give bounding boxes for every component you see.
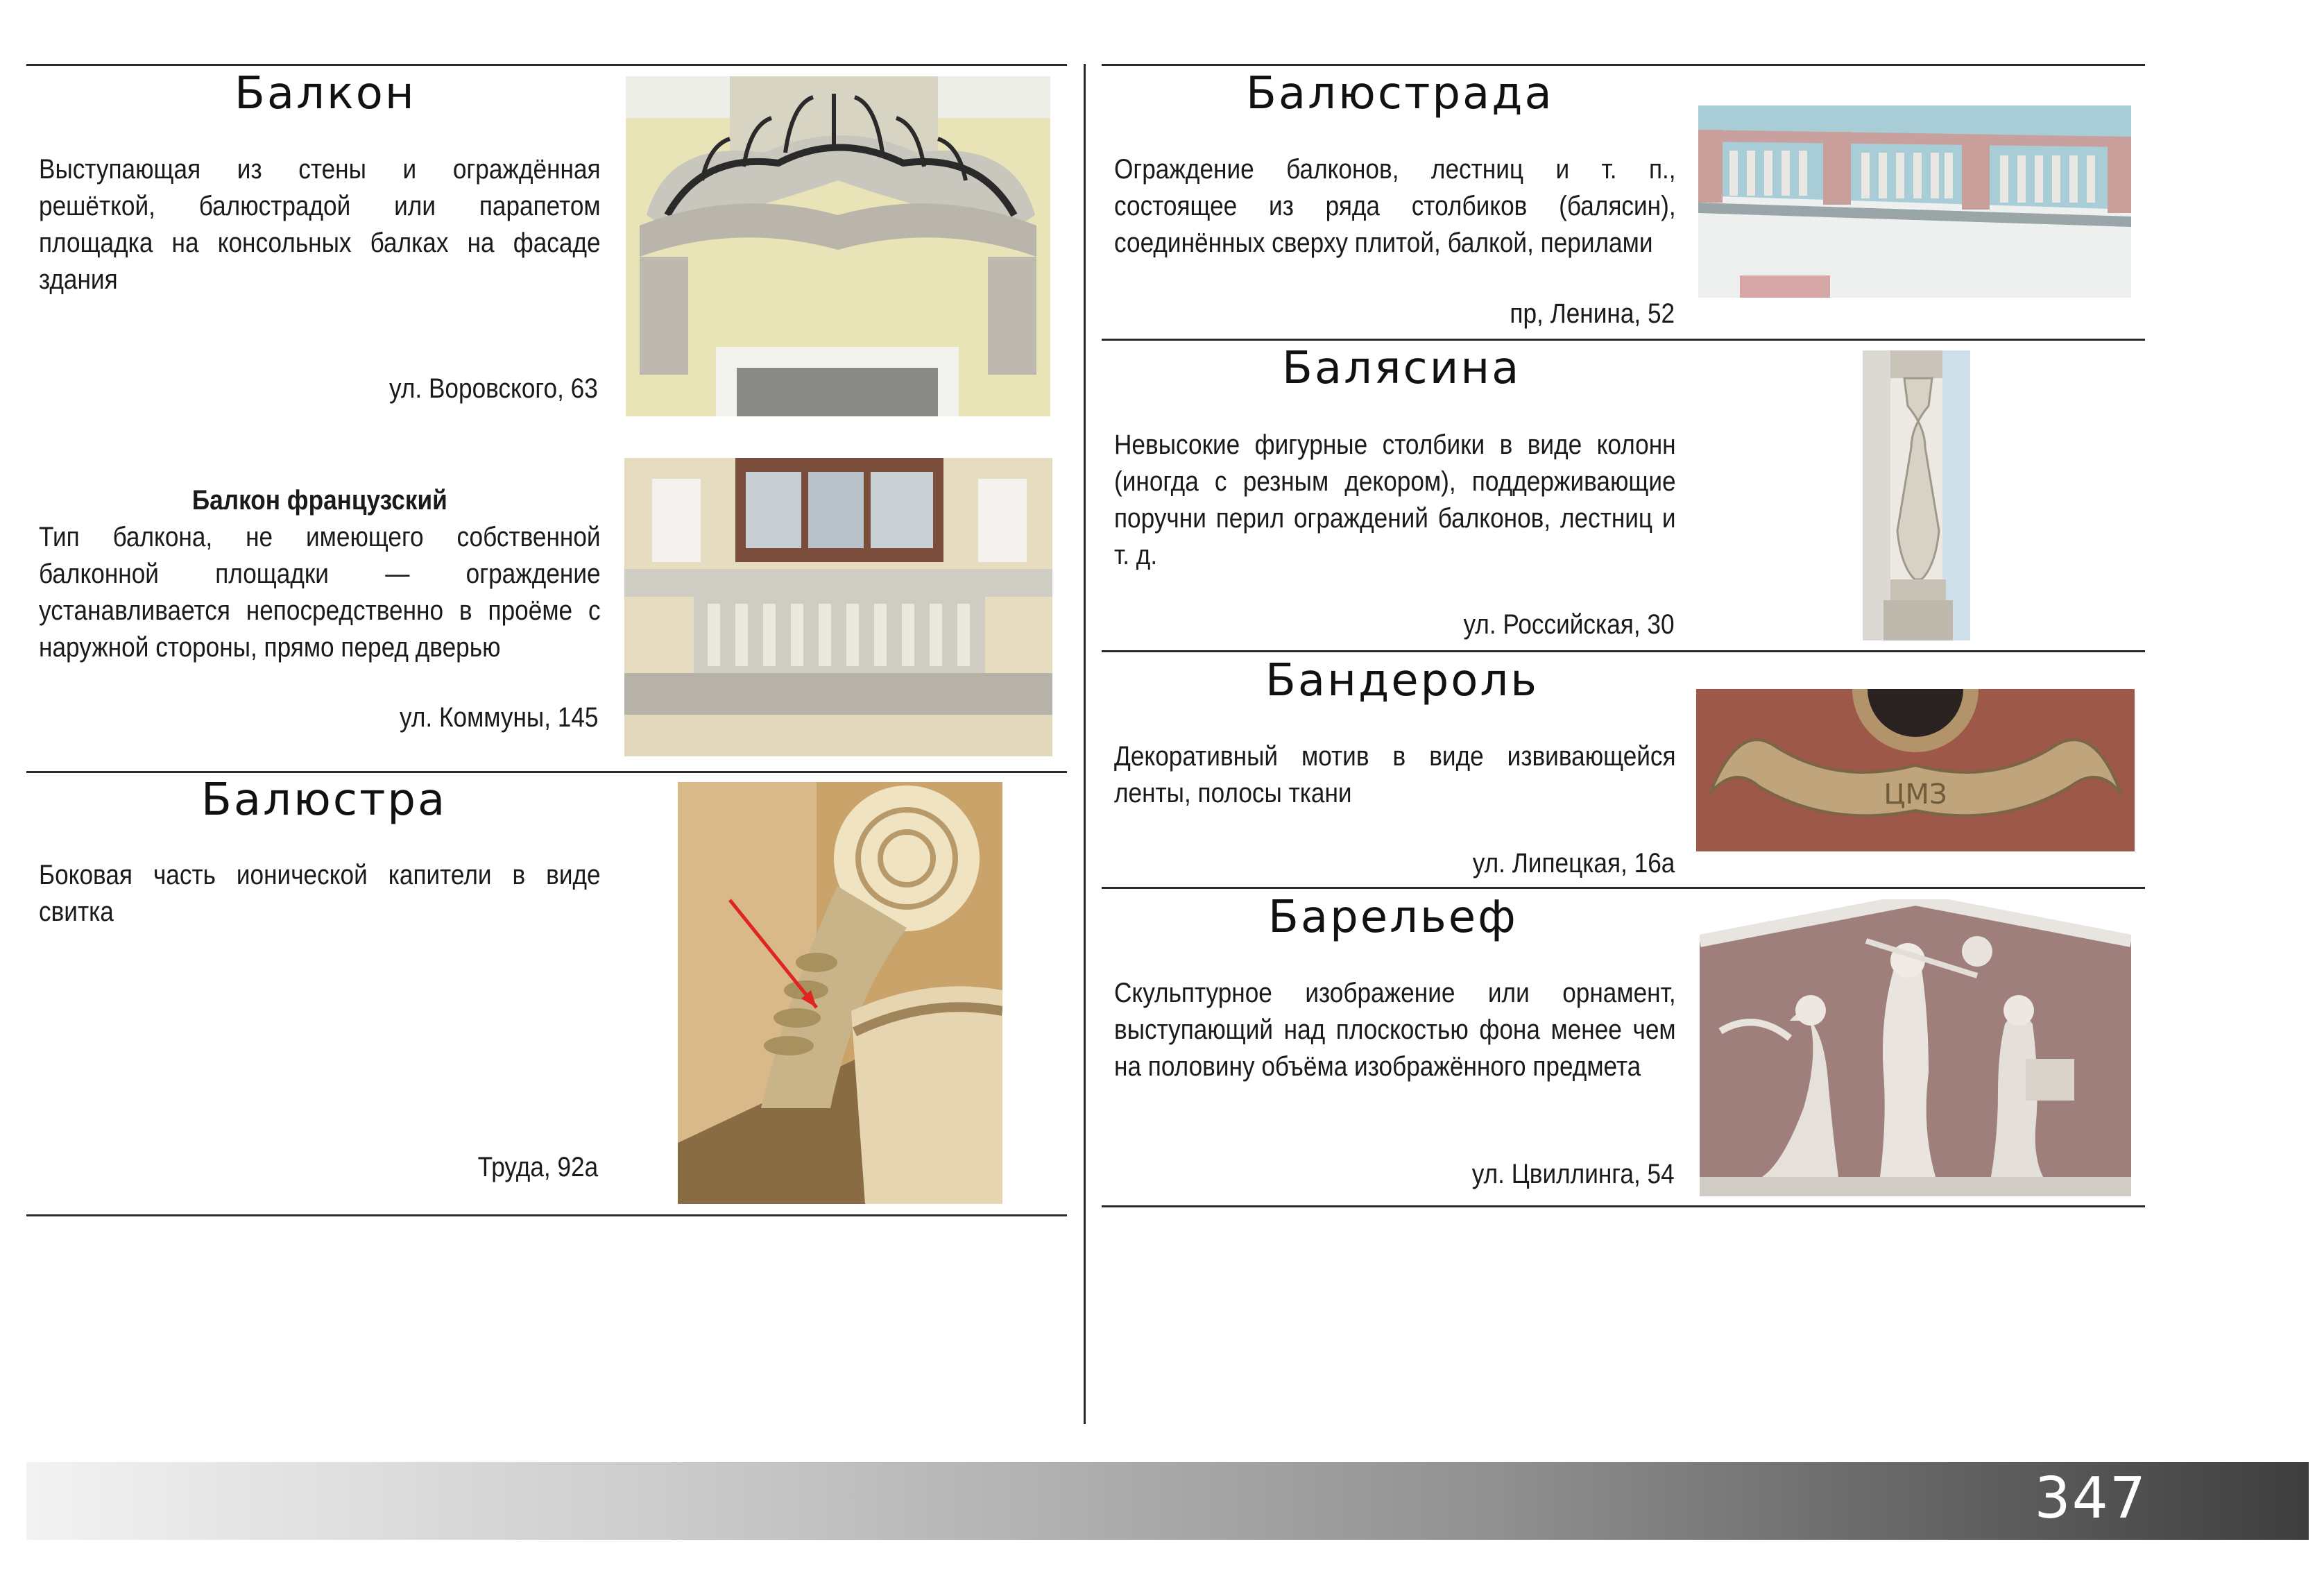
entry-address: ул. Цвиллинга, 54 — [1472, 1159, 1675, 1189]
entry-description-text: Тип балкона, не имеющего собственной балконной площадки — ограждение устанавливается непосредственно в проёме с наружной стороны, прямо перед дверью — [39, 522, 601, 663]
page-number: 347 — [2034, 1466, 2147, 1531]
ionic-capital-photo — [678, 782, 1002, 1204]
footer-gradient-bar — [26, 1462, 2309, 1540]
entry-address: ул. Воровского, 63 — [389, 373, 598, 404]
rule-right-3 — [1102, 887, 2145, 889]
entry-address: ул. Липецкая, 16а — [1472, 848, 1675, 878]
top-rule-right — [1102, 64, 2145, 66]
entry-title: Балюстра — [201, 774, 447, 826]
entry-description: Невысокие фигурные столбики в виде колонн (иногда с резным декором), поддерживающие поручни перил ограждений балконов, лестниц и т. д. — [1114, 430, 1676, 570]
entry-title: Барельеф — [1268, 892, 1518, 943]
balustrade-photo — [1698, 105, 2131, 298]
rule-left-bottom — [26, 1214, 1067, 1216]
entry-description: Боковая часть ионической капители в виде свитка — [39, 860, 601, 927]
entry-address: пр, Ленина, 52 — [1510, 298, 1675, 329]
banderol-lettering: ЦМЗ — [1883, 779, 1947, 810]
entry-title: Бандероль — [1265, 655, 1539, 706]
top-rule-left — [26, 64, 1067, 66]
entry-address: Труда, 92а — [477, 1152, 598, 1182]
french-balcony-photo — [624, 458, 1052, 756]
entry-title: Балкон — [234, 68, 416, 119]
entry-description: Скульптурное изображение или орнамент, выступающий над плоскостью фона менее чем на половину объёма изображённого предмета — [1114, 978, 1676, 1082]
entry-description — [39, 482, 601, 666]
rule-right-4 — [1102, 1205, 2145, 1207]
rule-right-2 — [1102, 650, 2145, 652]
rule-right-1 — [1102, 339, 2145, 341]
entry-address: ул. Коммуны, 145 — [399, 702, 598, 733]
baluster-photo — [1863, 350, 1970, 640]
balcony-photo — [626, 76, 1050, 416]
column-divider — [1084, 64, 1086, 1424]
entry-title: Балясина — [1282, 343, 1521, 394]
entry-description: Декоративный мотив в виде извивающейся ленты, полосы ткани — [1114, 741, 1676, 808]
entry-description: Ограждение балконов, лестниц и т. п., состоящее из ряда столбиков (балясин), соединённых сверху плитой, балкой, перилами — [1114, 154, 1676, 258]
entry-title: Балюстрада — [1246, 68, 1554, 119]
entry-address: ул. Российская, 30 — [1463, 609, 1675, 640]
entry-description: Выступающая из стены и ограждённая решёткой, балюстрадой или парапетом площадка на консольных балках на фасаде здания — [39, 154, 601, 295]
rule-left-mid — [26, 771, 1067, 773]
banderol-photo — [1696, 689, 2135, 851]
bas-relief-photo — [1700, 899, 2131, 1196]
entry-subtitle: Балкон французский — [191, 485, 447, 516]
